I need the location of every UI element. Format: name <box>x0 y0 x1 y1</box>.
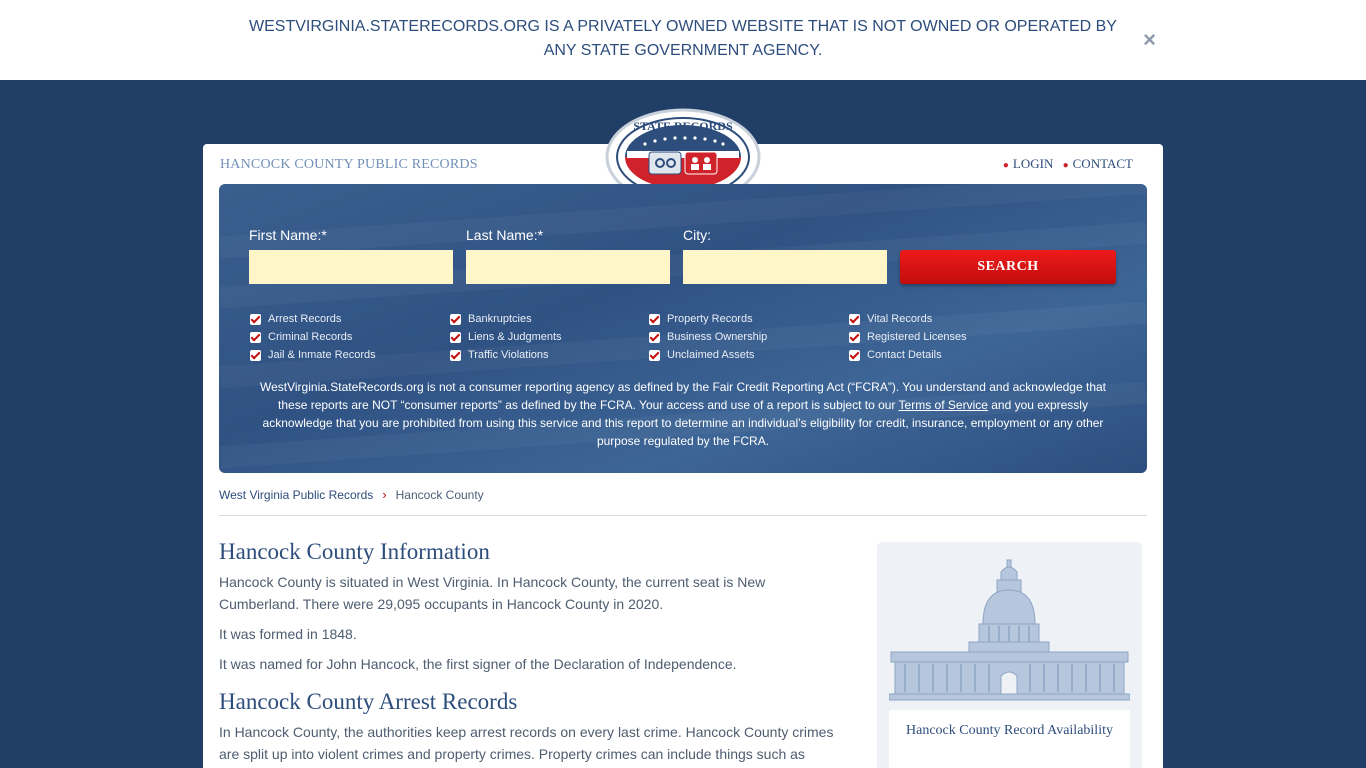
city-input[interactable] <box>683 250 887 284</box>
arrest-records-paragraph: In Hancock County, the authorities keep arrest records on every last crime. Hancock County crimes are split up into violent crimes and property crimes. Property crimes can include things such as <box>219 724 834 762</box>
checkbox-checked-icon[interactable] <box>450 350 461 361</box>
search-panel <box>219 184 1147 473</box>
login-link[interactable]: LOGIN <box>1012 156 1054 171</box>
checkbox-checked-icon[interactable] <box>849 314 860 325</box>
top-links <box>1003 156 1139 172</box>
bullet-icon: ● <box>1002 160 1009 171</box>
county-info-heading: Hancock County Information <box>219 539 490 564</box>
first-name-input[interactable] <box>249 250 453 284</box>
checkbox-checked-icon[interactable] <box>649 332 660 343</box>
article-content <box>219 539 839 768</box>
close-icon[interactable]: × <box>1143 27 1156 52</box>
city-label: City: <box>683 227 711 243</box>
main-card <box>203 119 1163 768</box>
checkbox-property-records[interactable]: Property Records <box>649 310 767 328</box>
last-name-label: Last Name:* <box>466 227 544 243</box>
terms-of-service-link[interactable]: Terms of Service <box>898 398 988 412</box>
privacy-notice-bar <box>0 0 1366 80</box>
checkbox-checked-icon[interactable] <box>649 314 660 325</box>
checkbox-checked-icon[interactable] <box>450 314 461 325</box>
sidebar-record-availability <box>877 542 1142 768</box>
divider <box>219 515 1147 516</box>
chevron-right-icon: › <box>382 487 387 502</box>
capitol-building-icon <box>889 552 1130 702</box>
checkbox-jail-inmate-records[interactable]: Jail & Inmate Records <box>250 346 376 364</box>
arrest-records-heading: Hancock County Arrest Records <box>219 689 518 714</box>
county-info-paragraph: It was named for John Hancock, the first signer of the Declaration of Independence. <box>219 656 737 672</box>
checkbox-arrest-records[interactable]: Arrest Records <box>250 310 376 328</box>
checkbox-contact-details[interactable]: Contact Details <box>849 346 967 364</box>
checkbox-column <box>649 310 767 364</box>
fcra-disclaimer: WestVirginia.StateRecords.org is not a consumer reporting agency as defined by the Fair Credit Reporting Act (“FCRA”). You understand and acknowledge that these reports are NOT “consumer reports” as defined by the FCRA. Your access and use of a report is subject to our Terms of Service and you expressly acknowledge that you are prohibited from using this service and this report to determine an individual’s eligibility for credit, insurance, employment or any other purpose regulated by the FCRA. <box>259 380 1106 448</box>
checkbox-column <box>250 310 376 364</box>
checkbox-checked-icon[interactable] <box>649 350 660 361</box>
search-button[interactable]: SEARCH <box>900 250 1116 284</box>
first-name-label: First Name:* <box>249 227 327 243</box>
checkbox-unclaimed-assets[interactable]: Unclaimed Assets <box>649 346 767 364</box>
last-name-input[interactable] <box>466 250 670 284</box>
record-availability-box: Hancock County Record Availability <box>889 710 1130 768</box>
checkbox-checked-icon[interactable] <box>250 332 261 343</box>
checkbox-checked-icon[interactable] <box>450 332 461 343</box>
checkbox-column <box>849 310 967 364</box>
bullet-icon: ● <box>1062 160 1069 171</box>
checkbox-column <box>450 310 562 364</box>
county-title: HANCOCK COUNTY PUBLIC RECORDS <box>220 157 478 172</box>
notice-text: WESTVIRGINIA.STATERECORDS.ORG IS A PRIVATELY OWNED WEBSITE THAT IS NOT OWNED OR OPERATED BY ANY STATE GOVERNMENT AGENCY. <box>249 18 1117 59</box>
county-info-paragraph: Hancock County is situated in West Virginia. In Hancock County, the current seat is New Cumberland. There were 29,095 occupants in Hancock County in 2020. <box>219 574 766 612</box>
checkbox-liens-judgments[interactable]: Liens & Judgments <box>450 328 562 346</box>
county-info-paragraph: It was formed in 1848. <box>219 626 357 642</box>
checkbox-business-ownership[interactable]: Business Ownership <box>649 328 767 346</box>
breadcrumb-current: Hancock County <box>395 487 484 502</box>
checkbox-checked-icon[interactable] <box>250 350 261 361</box>
breadcrumb <box>219 487 484 502</box>
checkbox-bankruptcies[interactable]: Bankruptcies <box>450 310 562 328</box>
contact-link[interactable]: CONTACT <box>1072 156 1133 171</box>
breadcrumb-west-virginia-link[interactable]: West Virginia Public Records <box>219 487 374 502</box>
checkbox-criminal-records[interactable]: Criminal Records <box>250 328 376 346</box>
checkbox-checked-icon[interactable] <box>250 314 261 325</box>
checkbox-registered-licenses[interactable]: Registered Licenses <box>849 328 967 346</box>
checkbox-vital-records[interactable]: Vital Records <box>849 310 967 328</box>
logo-top-text: STATE RECORDS <box>633 119 733 133</box>
checkbox-checked-icon[interactable] <box>849 350 860 361</box>
checkbox-checked-icon[interactable] <box>849 332 860 343</box>
checkbox-traffic-violations[interactable]: Traffic Violations <box>450 346 562 364</box>
